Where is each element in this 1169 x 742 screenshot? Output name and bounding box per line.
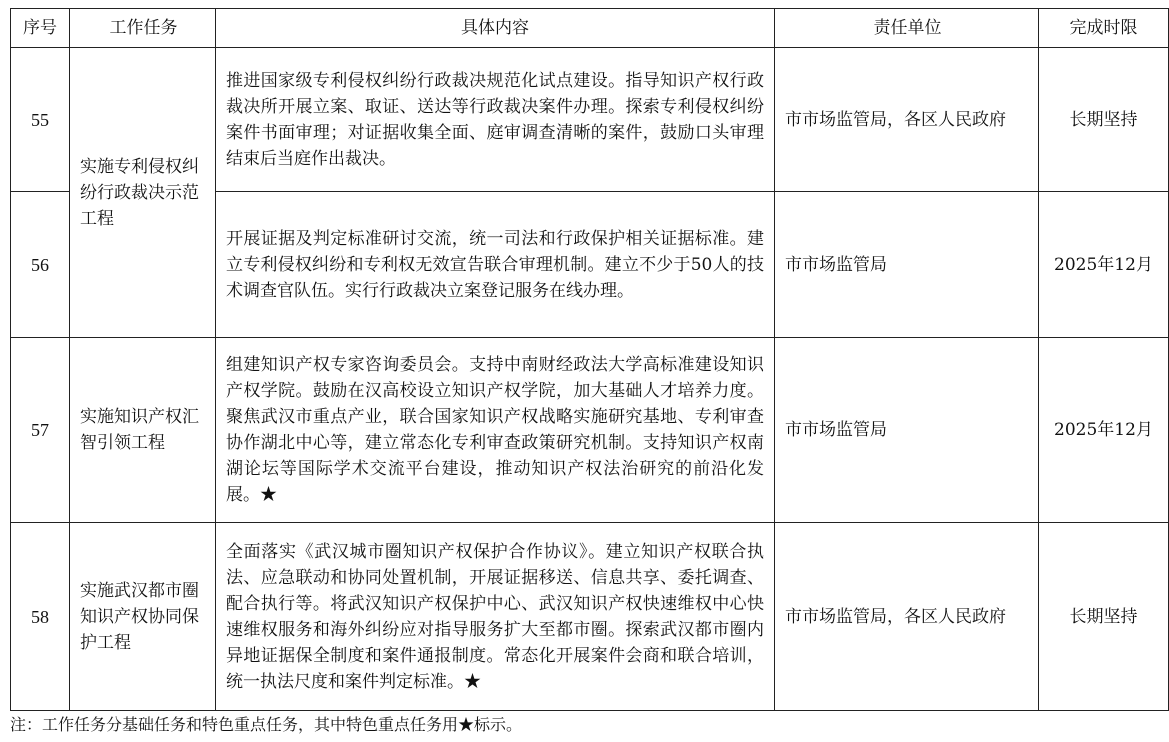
row-no: 57 bbox=[11, 338, 70, 523]
header-deadline: 完成时限 bbox=[1039, 9, 1169, 48]
table-row bbox=[11, 338, 1169, 523]
row-content: 组建知识产权专家咨询委员会。支持中南财经政法大学高标准建设知识产权学院。鼓励在汉高校设立知识产权学院，加大基础人才培养力度。聚焦武汉市重点产业，联合国家知识产权战略实施研究基地、专利审查协作湖北中心等，建立常态化专利审查政策研究机制。支持知识产权南湖论坛等国际学术交流平台建设，推动知识产权法治研究的前沿化发展。★ bbox=[216, 338, 775, 523]
row-deadline: 2025年12月 bbox=[1039, 338, 1169, 523]
table-row bbox=[11, 48, 1169, 192]
row-content: 开展证据及判定标准研讨交流，统一司法和行政保护相关证据标准。建立专利侵权纠纷和专利权无效宣告联合审理机制。建立不少于50人的技术调查官队伍。实行行政裁决立案登记服务在线办理。 bbox=[216, 192, 775, 338]
task-table bbox=[10, 8, 1169, 711]
row-no: 56 bbox=[11, 192, 70, 338]
header-unit: 责任单位 bbox=[775, 9, 1039, 48]
header-no: 序号 bbox=[11, 9, 70, 48]
row-task: 实施知识产权汇智引领工程 bbox=[70, 338, 216, 523]
row-unit: 市市场监管局 bbox=[775, 338, 1039, 523]
row-content: 全面落实《武汉城市圈知识产权保护合作协议》。建立知识产权联合执法、应急联动和协同处置机制，开展证据移送、信息共享、委托调查、配合执行等。将武汉知识产权保护中心、武汉知识产权快速维权中心快速维权服务和海外纠纷应对指导服务扩大至都市圈。探索武汉都市圈内异地证据保全制度和案件通报制度。常态化开展案件会商和联合培训，统一执法尺度和案件判定标准。★ bbox=[216, 523, 775, 711]
header-content: 具体内容 bbox=[216, 9, 775, 48]
row-task: 实施专利侵权纠纷行政裁决示范工程 bbox=[70, 48, 216, 338]
row-no: 58 bbox=[11, 523, 70, 711]
row-unit: 市市场监管局，各区人民政府 bbox=[775, 523, 1039, 711]
row-task: 实施武汉都市圈知识产权协同保护工程 bbox=[70, 523, 216, 711]
table-row bbox=[11, 523, 1169, 711]
row-deadline: 2025年12月 bbox=[1039, 192, 1169, 338]
table-header-row bbox=[11, 9, 1169, 48]
row-deadline: 长期坚持 bbox=[1039, 48, 1169, 192]
table-footnote: 注：工作任务分基础任务和特色重点任务，其中特色重点任务用★标示。 bbox=[10, 715, 523, 734]
row-content: 推进国家级专利侵权纠纷行政裁决规范化试点建设。指导知识产权行政裁决所开展立案、取证、送达等行政裁决案件办理。探索专利侵权纠纷案件书面审理；对证据收集全面、庭审调查清晰的案件，鼓励口头审理结束后当庭作出裁决。 bbox=[216, 48, 775, 192]
header-task: 工作任务 bbox=[70, 9, 216, 48]
row-deadline: 长期坚持 bbox=[1039, 523, 1169, 711]
row-unit: 市市场监管局，各区人民政府 bbox=[775, 48, 1039, 192]
row-unit: 市市场监管局 bbox=[775, 192, 1039, 338]
row-no: 55 bbox=[11, 48, 70, 192]
